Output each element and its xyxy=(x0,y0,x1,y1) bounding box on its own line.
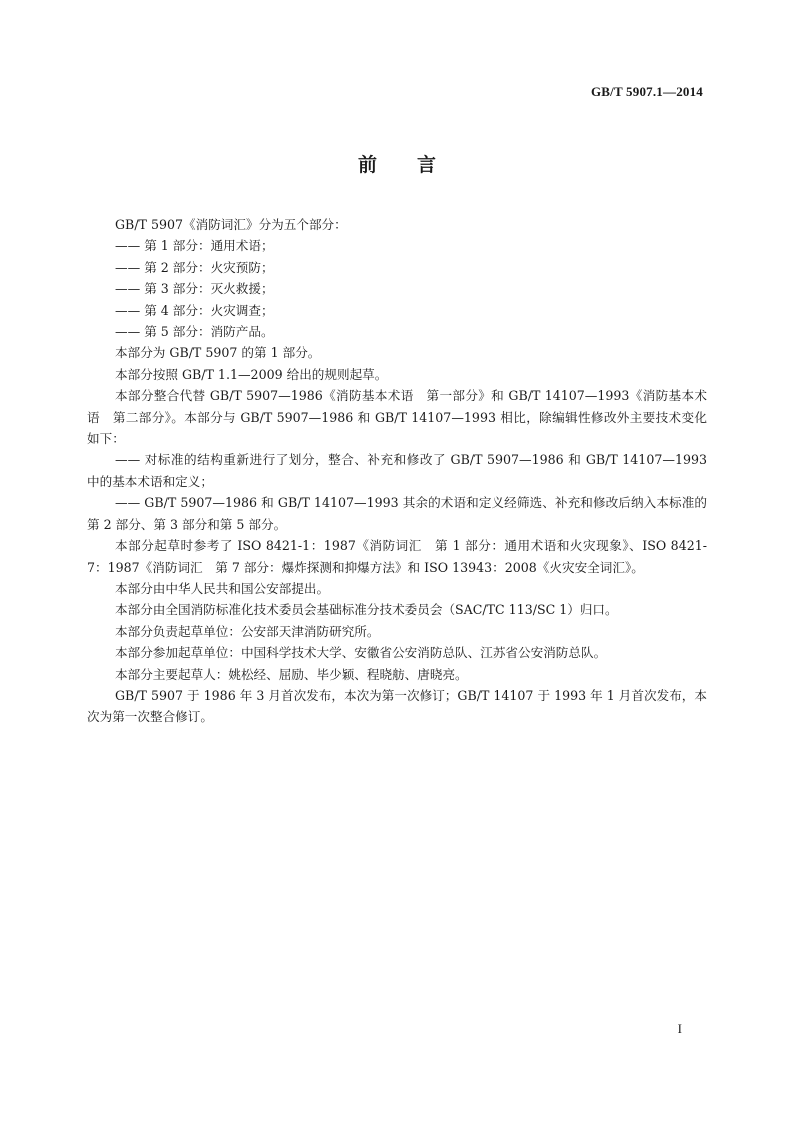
list-item-part-3: —— 第 3 部分：灭火救援； xyxy=(115,281,274,297)
page-number: I xyxy=(677,1021,682,1036)
paragraph-proposed-by: 本部分由中华人民共和国公安部提出。 xyxy=(115,580,330,596)
paragraph-main-drafters: 本部分主要起草人：姚松经、屈励、毕少颖、程晓舫、唐晓亮。 xyxy=(115,666,468,682)
paragraph-intro: GB/T 5907《消防词汇》分为五个部分： xyxy=(115,217,347,232)
list-item-part-4: —— 第 4 部分：火灾调查； xyxy=(115,302,274,318)
list-item-change-1: —— 对标准的结构重新进行了划分，整合、补充和修改了 GB/T 5907—1986 和 GB/T 14107—1993 中的基本术语和定义； xyxy=(87,452,707,489)
list-item-part-2: —— 第 2 部分：火灾预防； xyxy=(115,259,274,275)
paragraph-replacement: 本部分整合代替 GB/T 5907—1986《消防基本术语 第一部分》和 GB/T 14107—1993《消防基本术语 第二部分》。本部分与 GB/T 5907—1986 和 GB/T 14107—1993 相比，除编辑性修改外主要技术变化如下： xyxy=(87,388,707,447)
paragraph-lead-drafter: 本部分负责起草单位：公安部天津消防研究所。 xyxy=(115,623,380,639)
list-item-part-5: —— 第 5 部分：消防产品。 xyxy=(115,324,274,340)
paragraph-scope: 本部分为 GB/T 5907 的第 1 部分。 xyxy=(115,345,321,361)
list-item-change-2: —— GB/T 5907—1986 和 GB/T 14107—1993 其余的术语和定义经筛选、补充和修改后纳入本标准的第 2 部分、第 3 部分和第 5 部分。 xyxy=(87,495,707,532)
paragraph-history: GB/T 5907 于 1986 年 3 月首次发布，本次为第一次修订；GB/T 14107 于 1993 年 1 月首次发布，本次为第一次整合修订。 xyxy=(87,687,707,725)
paragraph-drafting-rules: 本部分按照 GB/T 1.1—2009 给出的规则起草。 xyxy=(115,366,388,382)
list-item-part-1: —— 第 1 部分：通用术语； xyxy=(115,238,274,254)
paragraph-references: 本部分起草时参考了 ISO 8421-1：1987《消防词汇 第 1 部分：通用术语和火灾现象》、ISO 8421-7：1987《消防词汇 第 7 部分：爆炸探测和抑爆方法》和 ISO 13943：2008《火灾安全词汇》。 xyxy=(87,538,707,575)
paragraph-participating-drafters: 本部分参加起草单位：中国科学技术大学、安徽省公安消防总队、江苏省公安消防总队。 xyxy=(115,645,607,661)
foreword-body xyxy=(87,214,707,728)
page-title: 前言 xyxy=(357,154,476,176)
standard-code: GB/T 5907.1—2014 xyxy=(590,84,703,99)
paragraph-committee: 本部分由全国消防标准化技术委员会基础标准分技术委员会（SAC/TC 113/SC 1）归口。 xyxy=(115,602,618,618)
